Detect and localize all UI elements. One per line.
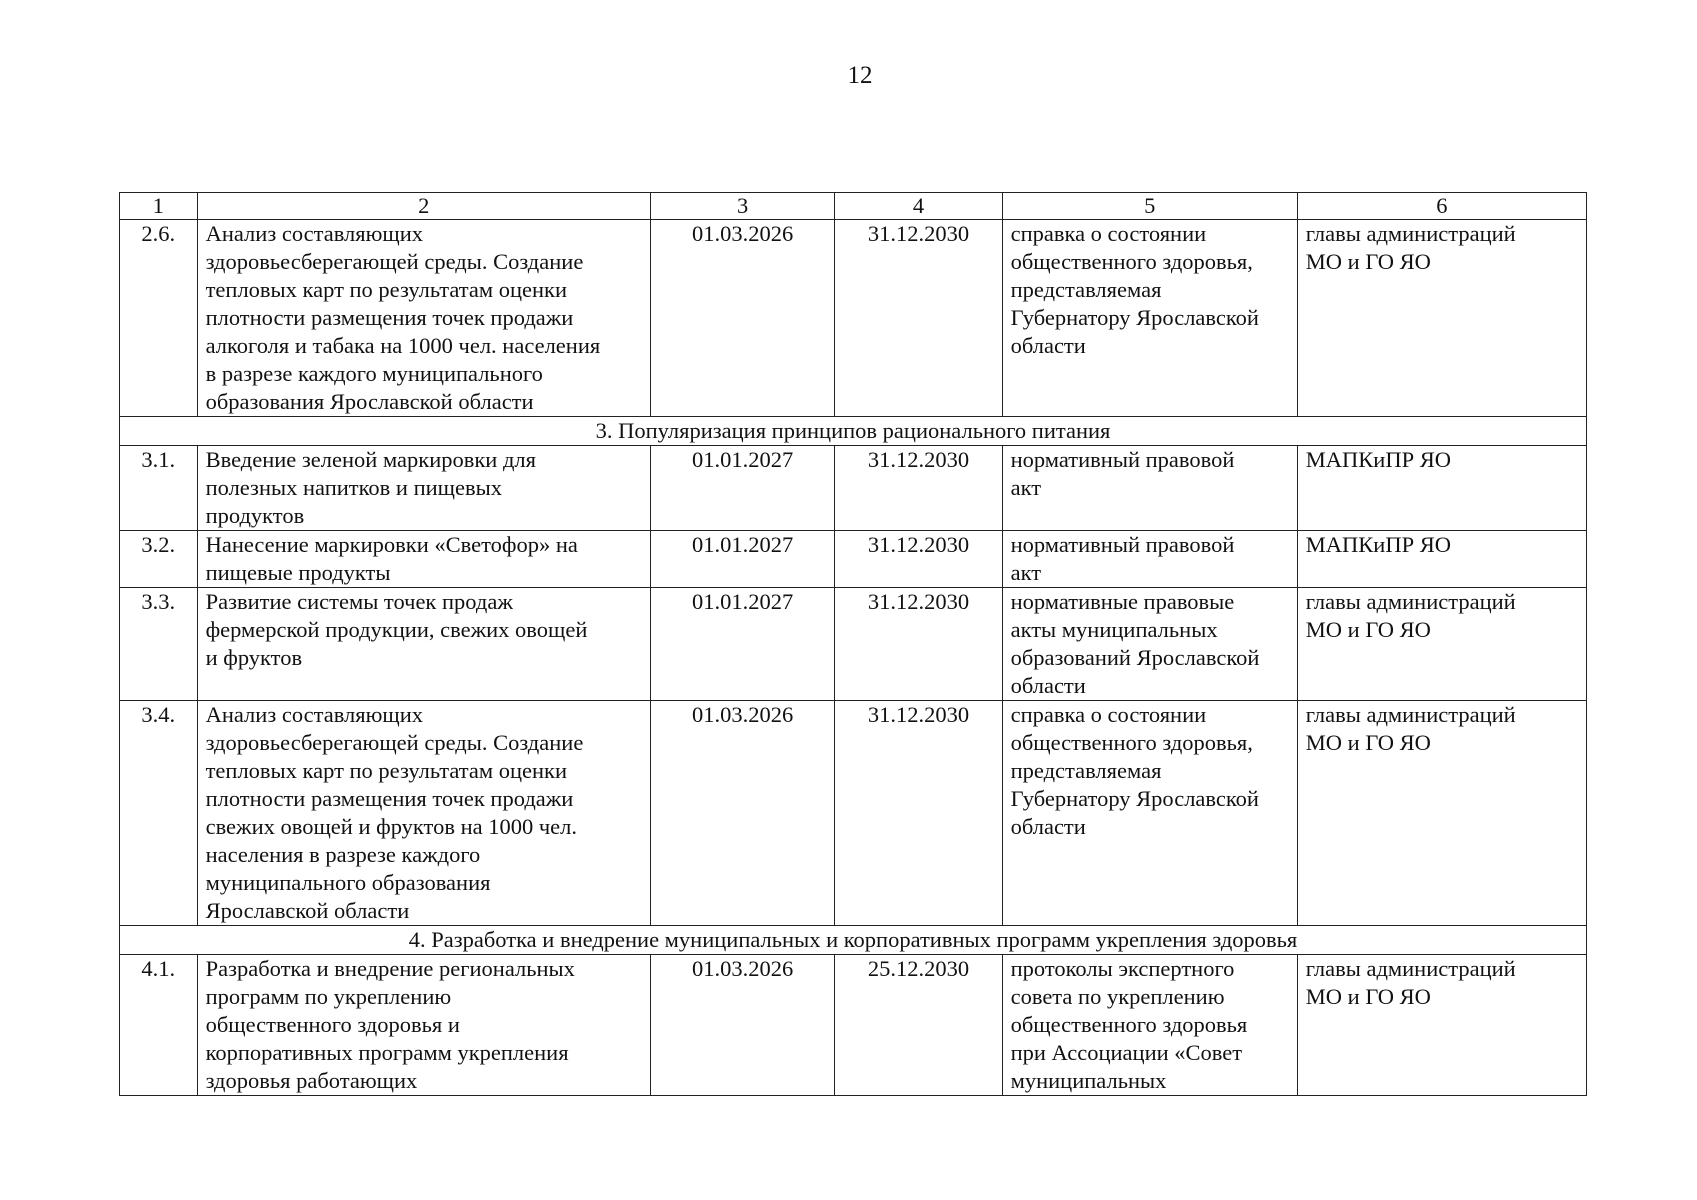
column-number: 6 (1297, 193, 1586, 220)
table-row (120, 955, 1587, 1096)
column-number: 4 (835, 193, 1002, 220)
start-date: 01.01.2027 (650, 531, 834, 588)
result-document: справка о состоянии общественного здоровья, представляемая Губернатору Ярославской области (1002, 701, 1297, 926)
start-date: 01.03.2026 (650, 220, 834, 417)
page-number: 12 (847, 62, 873, 89)
activity-description: Введение зеленой маркировки для полезных напитков и пищевых продуктов (197, 446, 650, 531)
responsible-party: МАПКиПР ЯО (1297, 446, 1586, 531)
activity-description: Развитие системы точек продаж фермерской продукции, свежих овощей и фруктов (197, 588, 650, 701)
table-row (120, 701, 1587, 926)
table-row (120, 220, 1587, 417)
item-number: 3.3. (120, 588, 198, 701)
column-number: 2 (197, 193, 650, 220)
responsible-party: главы администраций МО и ГО ЯО (1297, 701, 1586, 926)
section-title: 3. Популяризация принципов рационального питания (120, 417, 1587, 446)
table-row (120, 531, 1587, 588)
section-header-row (120, 926, 1587, 955)
activity-plan-table (119, 192, 1587, 1096)
item-number: 3.1. (120, 446, 198, 531)
start-date: 01.03.2026 (650, 701, 834, 926)
table-row (120, 588, 1587, 701)
result-document: нормативные правовые акты муниципальных образований Ярославской области (1002, 588, 1297, 701)
item-number: 2.6. (120, 220, 198, 417)
item-number: 3.2. (120, 531, 198, 588)
activity-description: Анализ составляющих здоровьесберегающей среды. Создание тепловых карт по результатам оценки плотности размещения точек продажи свежих овощей и фруктов на 1000 чел. населения в разрезе каждого муниципального образования Ярославской области (197, 701, 650, 926)
end-date: 31.12.2030 (835, 446, 1002, 531)
column-number: 3 (650, 193, 834, 220)
start-date: 01.01.2027 (650, 588, 834, 701)
activity-description: Разработка и внедрение региональных программ по укреплению общественного здоровья и корпоративных программ укрепления здоровья работающих (197, 955, 650, 1096)
end-date: 31.12.2030 (835, 531, 1002, 588)
result-document: протоколы экспертного совета по укреплению общественного здоровья при Ассоциации «Совет муниципальных (1002, 955, 1297, 1096)
start-date: 01.01.2027 (650, 446, 834, 531)
responsible-party: МАПКиПР ЯО (1297, 531, 1586, 588)
end-date: 31.12.2030 (835, 588, 1002, 701)
activity-description: Нанесение маркировки «Светофор» на пищевые продукты (197, 531, 650, 588)
activity-description: Анализ составляющих здоровьесберегающей среды. Создание тепловых карт по результатам оценки плотности размещения точек продажи алкоголя и табака на 1000 чел. населения в разрезе каждого муниципального образования Ярославской области (197, 220, 650, 417)
item-number: 4.1. (120, 955, 198, 1096)
table-row (120, 446, 1587, 531)
result-document: справка о состоянии общественного здоровья, представляемая Губернатору Ярославской области (1002, 220, 1297, 417)
column-number-row (120, 193, 1587, 220)
result-document: нормативный правовой акт (1002, 446, 1297, 531)
end-date: 25.12.2030 (835, 955, 1002, 1096)
column-number: 1 (120, 193, 198, 220)
start-date: 01.03.2026 (650, 955, 834, 1096)
responsible-party: главы администраций МО и ГО ЯО (1297, 955, 1586, 1096)
end-date: 31.12.2030 (835, 701, 1002, 926)
section-header-row (120, 417, 1587, 446)
column-number: 5 (1002, 193, 1297, 220)
responsible-party: главы администраций МО и ГО ЯО (1297, 220, 1586, 417)
responsible-party: главы администраций МО и ГО ЯО (1297, 588, 1586, 701)
end-date: 31.12.2030 (835, 220, 1002, 417)
section-title: 4. Разработка и внедрение муниципальных и корпоративных программ укрепления здоровья (120, 926, 1587, 955)
result-document: нормативный правовой акт (1002, 531, 1297, 588)
item-number: 3.4. (120, 701, 198, 926)
